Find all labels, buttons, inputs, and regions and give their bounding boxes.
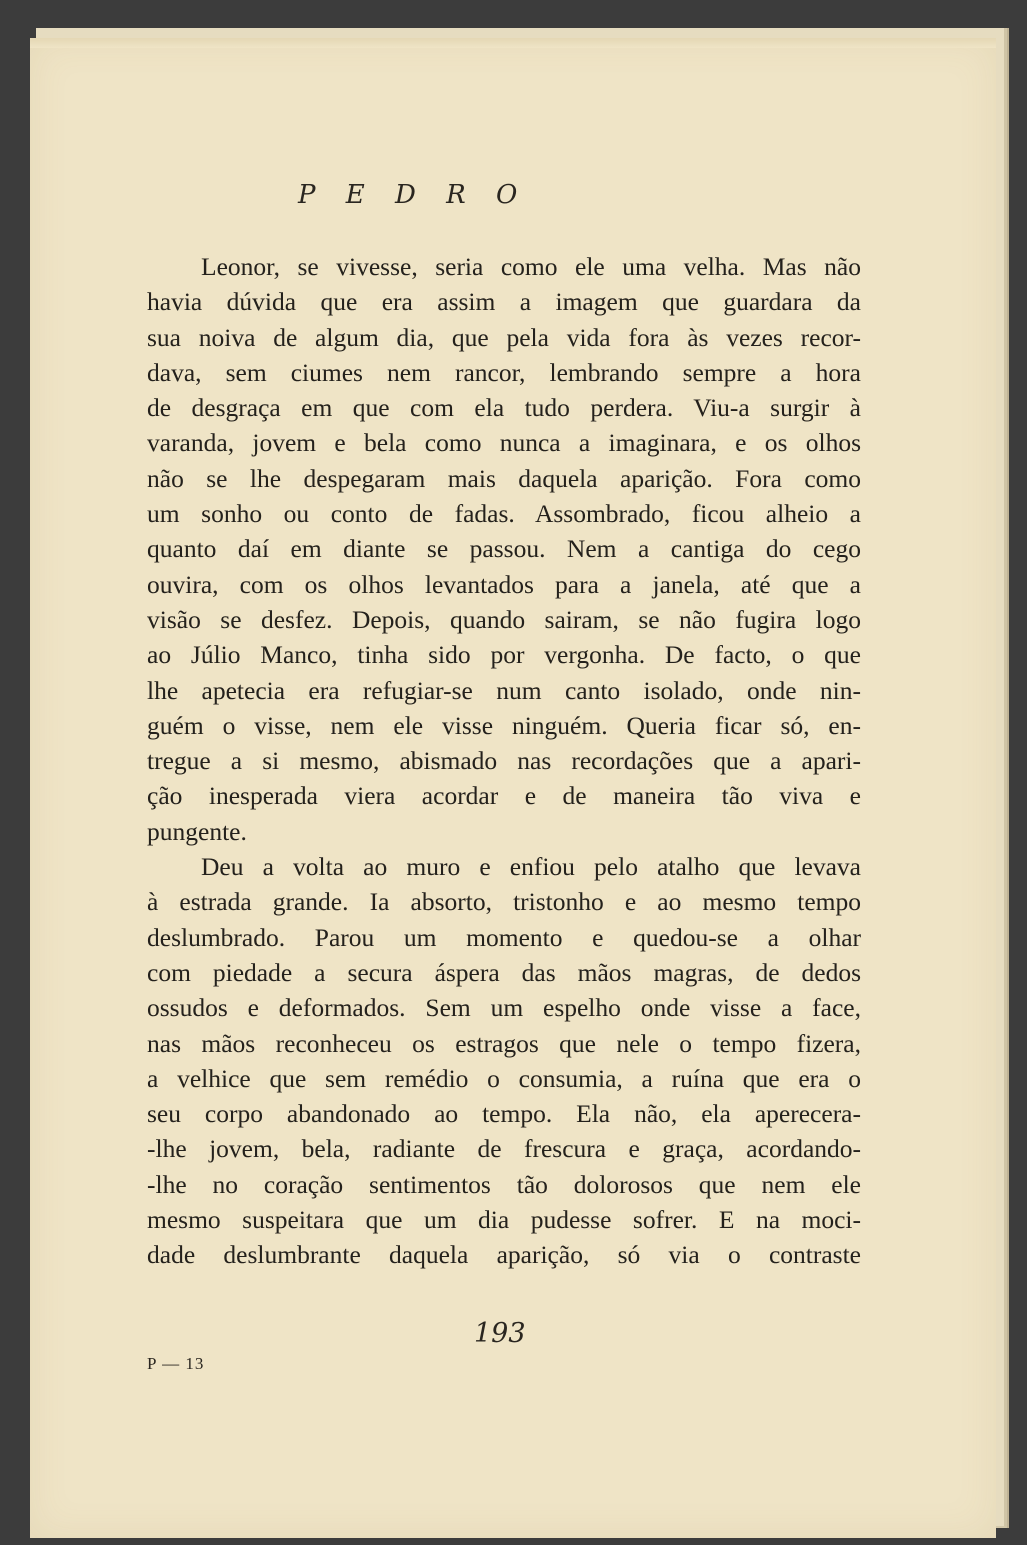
signature-mark: P — 13	[147, 1354, 205, 1373]
body-text	[147, 249, 861, 1273]
text-line: mesmo suspeitara que um dia pudesse sofrer. E na moci-	[147, 1205, 861, 1235]
text-line: à estrada grande. Ia absorto, tristonho e ao mesmo tempo	[147, 887, 861, 917]
text-line: varanda, jovem e bela como nunca a imaginara, e os olhos	[147, 428, 861, 458]
text-line: ouvira, com os olhos levantados para a janela, até que a	[147, 569, 861, 599]
text-line: pungente.	[147, 816, 247, 846]
text-line: de desgraça em que com ela tudo perdera. Viu-a surgir à	[147, 393, 861, 423]
text-line: -lhe no coração sentimentos tão dolorosos que nem ele	[147, 1169, 861, 1199]
text-line: Leonor, se vivesse, seria como ele uma velha. Mas não	[201, 252, 861, 281]
text-line: com piedade a secura áspera das mãos magras, de dedos	[147, 957, 861, 987]
text-line: deslumbrado. Parou um momento e quedou-se a olhar	[147, 922, 861, 952]
text-line: um sonho ou conto de fadas. Assombrado, ficou alheio a	[147, 499, 861, 529]
text-line: havia dúvida que era assim a imagem que guardara da	[147, 287, 861, 317]
running-head: P E D R O	[298, 180, 529, 210]
text-line: lhe apetecia era refugiar-se num canto isolado, onde nin-	[147, 675, 861, 705]
text-line: visão se desfez. Depois, quando sairam, se não fugira logo	[147, 604, 861, 634]
text-line: ao Júlio Manco, tinha sido por vergonha. De facto, o que	[147, 640, 861, 670]
text-line: seu corpo abandonado ao tempo. Ela não, ela aperecera-	[147, 1099, 861, 1129]
text-line: Deu a volta ao muro e enfiou pelo atalho que levava	[201, 852, 861, 882]
text-line: dade deslumbrante daquela aparição, só via o contraste	[147, 1240, 861, 1270]
text-line: ossudos e deformados. Sem um espelho onde visse a face,	[147, 993, 861, 1023]
text-line: tregue a si mesmo, abismado nas recordações que a apari-	[147, 746, 861, 776]
text-line: nas mãos reconheceu os estragos que nele o tempo fizera,	[147, 1028, 861, 1058]
page-number: 193	[474, 1318, 526, 1349]
book-page	[30, 38, 996, 1538]
text-line: quanto daí em diante se passou. Nem a cantiga do cego	[147, 534, 861, 564]
text-line: -lhe jovem, bela, radiante de frescura e graça, acordando-	[147, 1134, 861, 1164]
text-line: dava, sem ciumes nem rancor, lembrando sempre a hora	[147, 357, 861, 387]
text-line: ção inesperada viera acordar e de maneira tão viva e	[147, 781, 861, 811]
text-line: sua noiva de algum dia, que pela vida fora às vezes recor-	[147, 322, 861, 352]
text-line: não se lhe despegaram mais daquela aparição. Fora como	[147, 463, 861, 493]
text-line: a velhice que sem remédio o consumia, a ruína que era o	[147, 1063, 861, 1093]
text-line: guém o visse, nem ele visse ninguém. Queria ficar só, en-	[147, 710, 861, 740]
